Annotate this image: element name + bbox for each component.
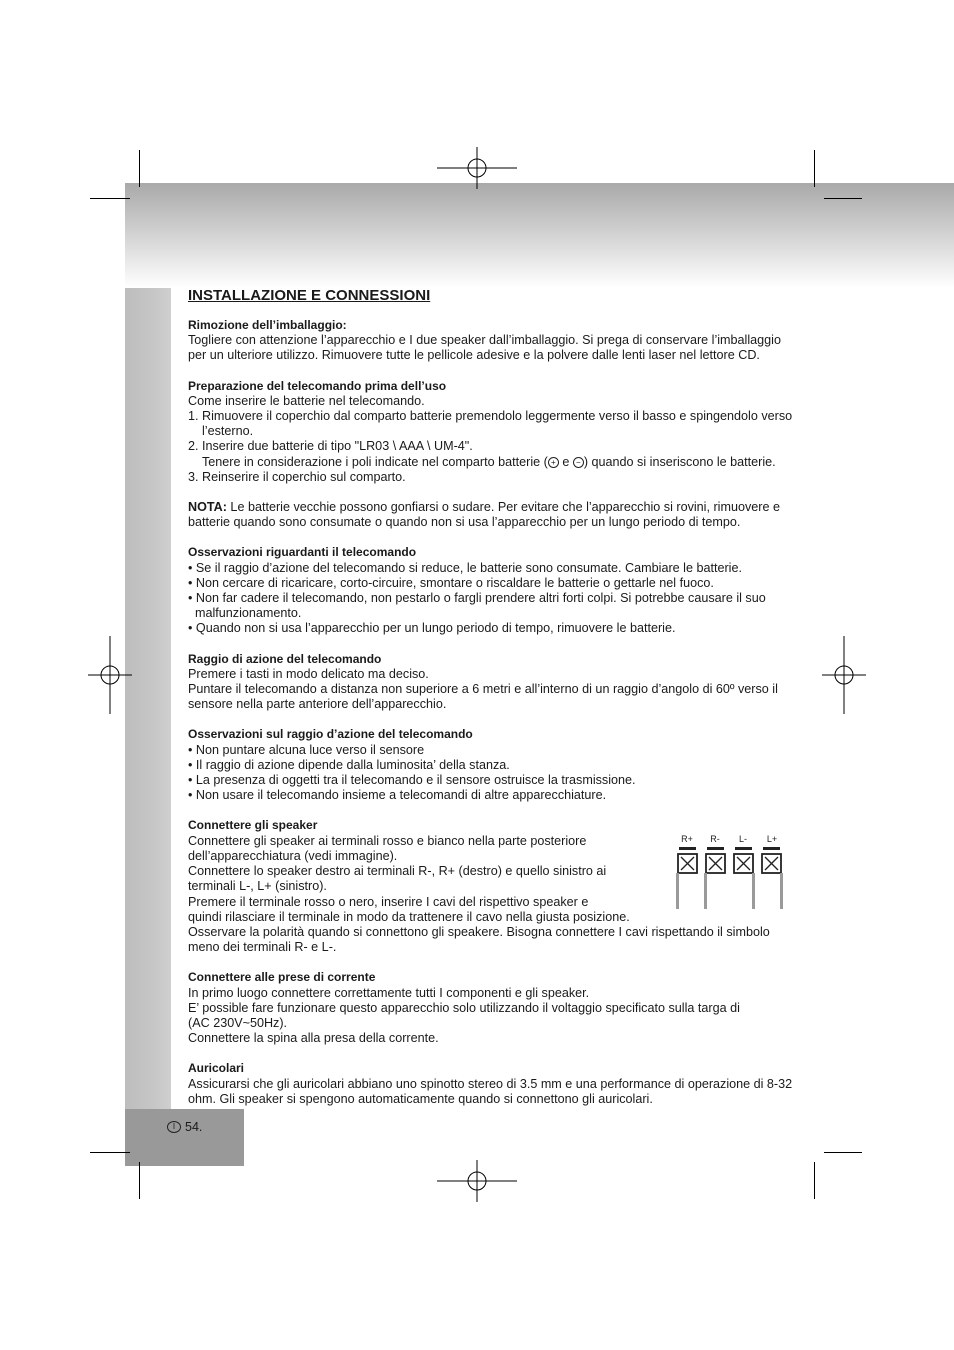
note-line-2: batterie quando sono consumate o quando non si usa l’apparecchio per un lungo periodo di tempo. [188,515,741,530]
section-power [188,970,810,1046]
paragraph-line: In primo luogo connettere correttamente tutti I componenti e gli speaker. [188,985,590,1000]
paragraph-line: Puntare il telecomando a distanza non superiore a 6 metri e all’interno di un raggio d’angolo di 60º verso il [188,682,778,697]
section-headphones [188,1061,810,1107]
note-text: Le batterie vecchie possono gonfiarsi o sudare. Per evitare che l’apparecchio si rovini, rimuovere e [226,500,780,515]
note-label: NOTA: [188,500,227,515]
step-1: 1. Rimuovere il coperchio dal comparto batterie premendolo leggermente verso il basso e spingendolo verso [188,409,793,424]
section-range-notes [188,727,810,803]
terminal-r-plus [676,834,697,909]
bullet-item: • Non puntare alcuna luce verso il sensore [188,742,425,757]
bullet-item: • Se il raggio d’azione del telecomando si reduce, le batterie sono consumate. Cambiare le batterie. [188,560,742,575]
page-number-block [167,1120,202,1134]
paragraph-line: Premere il terminale rosso o nero, inserire I cavi del rispettivo speaker e [188,894,589,909]
section-remote-notes [188,545,810,636]
paragraph-line: Togliere con attenzione l’apparecchio e I due speaker dall’imballaggio. Si prega di conservare l’imballaggio [188,333,781,348]
language-icon: I [167,1121,181,1133]
section-unpacking [188,318,810,364]
polarity-text-pre: Tenere in considerazione i poli indicate nel comparto batterie ( [202,454,548,469]
paragraph-line: Come inserire le batterie nel telecomando. [188,393,425,408]
main-content [188,287,810,1122]
paragraph-line: per un ulteriore utilizzo. Rimuovere tutte le pellicole adesive e la polvere dalle lenti laser nel lettore CD. [188,348,760,363]
step-1-cont: l’esterno. [202,424,254,439]
registration-mark-top [437,147,517,189]
page-number: 54. [185,1120,203,1134]
bullet-item-cont: malfunzionamento. [195,606,302,621]
plus-icon: + [548,457,559,468]
page-title: INSTALLAZIONE E CONNESSIONI [188,287,431,304]
section-heading: Rimozione dell’imballaggio: [188,318,347,332]
paragraph-line: ohm. Gli speaker si spengono automaticamente quando si connettono gli auricolari. [188,1091,653,1106]
step-2: 2. Inserire due batterie di tipo "LR03 \ AAA \ UM-4". [188,439,473,454]
bullet-item: • Il raggio di azione dipende dalla luminosita’ della stanza. [188,757,510,772]
paragraph-line: terminali L-, L+ (sinistro). [188,879,327,894]
bullet-item: • Non cercare di ricaricare, corto-circuire, smontare o riscaldare le batterie o gettarle nel fuoco. [188,575,714,590]
paragraph-line: Premere i tasti in modo delicato ma deciso. [188,666,429,681]
section-note [188,500,810,530]
terminal-label: R+ [681,834,693,844]
terminal-label: L- [738,834,748,844]
bullet-item: • Non usare il telecomando insieme a telecomandi di altre apparecchiature. [188,788,607,803]
paragraph-line: (AC 230V~50Hz). [188,1015,288,1030]
terminal-label: R- [710,834,720,844]
side-band [125,288,171,1166]
paragraph-line: Osservare la polarità quando si connettono gli speakere. Bisogna connettere I cavi rispettando il simbolo [188,924,770,939]
section-remote-range [188,652,810,713]
bullet-item: • Non far cadere il telecomando, non pestarlo o fargli prendere altri forti colpi. Si potrebbe causare il suo [188,591,766,606]
paragraph-line: dell’apparecchiatura (vedi immagine). [188,848,398,863]
registration-mark-bottom [437,1160,517,1202]
bullet-item: • La presenza di oggetti tra il telecomando e il sensore ostruisce la trasmissione. [188,773,636,788]
section-heading: Connettere gli speaker [188,818,318,833]
section-heading: Auricolari [188,1061,245,1076]
paragraph-line: Connettere la spina alla presa della corrente. [188,1031,439,1046]
note-line-1 [188,500,810,515]
minus-icon: − [573,457,584,468]
terminal-l-minus [734,834,755,909]
paragraph-line: Connettere lo speaker destro ai terminali R-, R+ (destro) e quello sinistro ai [188,864,607,879]
registration-mark-left [88,636,132,714]
section-heading: Preparazione del telecomando prima dell’uso [188,378,447,393]
speaker-terminals-illustration [672,832,790,912]
paragraph-line: Connettere gli speaker ai terminali rosso e bianco nella parte posteriore [188,833,587,848]
section-remote-prep [188,379,810,485]
terminal-r-minus [704,834,725,909]
paragraph-line: E’ possible fare funzionare questo apparecchio solo utilizzando il voltaggio specificato sulla targa di [188,1000,740,1015]
and-word: e [562,454,570,469]
paragraph-line: meno dei terminali R- e L-. [188,940,337,955]
step-3: 3. Reinserire il coperchio sul comparto. [188,469,406,484]
paragraph-line: quindi rilasciare il terminale in modo da trattenere il cavo nella giusta posizione. [188,909,630,924]
polarity-text-post: ) quando si inseriscono le batterie. [583,454,776,469]
terminal-label: L+ [766,834,778,844]
terminal-l-plus [762,834,783,909]
section-heading: Raggio di azione del telecomando [188,651,382,666]
registration-mark-right [822,636,866,714]
step-2-cont [188,455,810,470]
paragraph-line: Assicurarsi che gli auricolari abbiano uno spinotto stereo di 3.5 mm e una performance di operazione di 8-32 [188,1076,793,1091]
bullet-item: • Quando non si usa l’apparecchio per un lungo periodo di tempo, rimuovere le batterie. [188,621,676,636]
paragraph-line: sensore nella parte anteriore dell’apparecchio. [188,697,447,712]
section-heading: Osservazioni riguardanti il telecomando [188,545,417,560]
section-heading: Connettere alle prese di corrente [188,970,376,985]
section-heading: Osservazioni sul raggio d’azione del telecomando [188,727,473,742]
